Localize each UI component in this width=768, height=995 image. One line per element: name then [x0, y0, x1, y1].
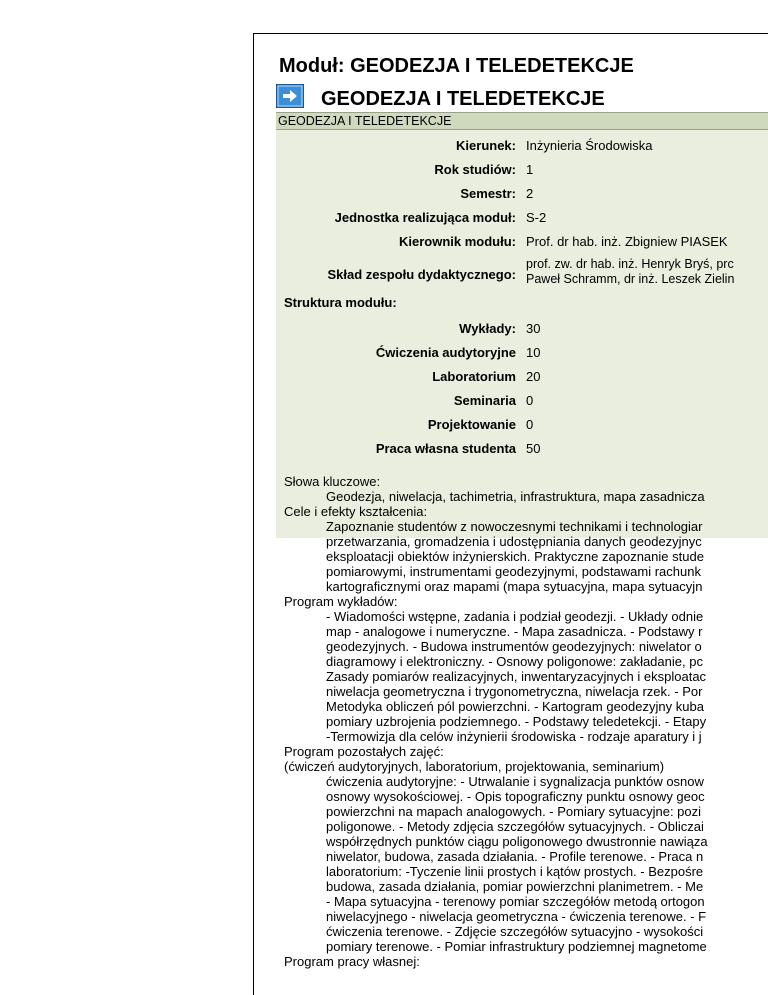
structure-heading: Struktura modułu: [284, 295, 397, 310]
body-line: geodezyjnych. - Budowa instrumentów geodezyjnych: niwelator o [326, 639, 702, 654]
body-line: niwelator, budowa, zasada działania. - Profile terenowe. - Praca n [326, 849, 704, 864]
structure-label: Praca własna studenta [375, 441, 516, 456]
body-line: budowa, zasada działania, pomiar powierzchni planimetrem. - Me [326, 879, 704, 894]
document-page [253, 33, 768, 995]
body-line: pomiary terenowe. - Pomiar infrastruktury podziemnej magnetome [326, 939, 707, 954]
arrow-right-icon[interactable] [276, 84, 304, 108]
body-line: map - analogowe i numeryczne. - Mapa zasadnicza. - Podstawy r [326, 624, 703, 639]
structure-value: 20 [526, 369, 541, 384]
panel-header: GEODEZJA I TELEDETEKCJE [276, 113, 768, 130]
field-value: prof. zw. dr hab. inż. Henryk Bryś, prc [526, 257, 734, 271]
field-value: Inżynieria Środowiska [526, 138, 653, 153]
body-line: kartograficznymi oraz mapami (mapa sytuacyjna, mapa sytuacyjn [326, 579, 703, 594]
body-line: - Wiadomości wstępne, zadania i podział geodezji. - Układy odnie [326, 609, 704, 624]
body-line: osnowy wysokościowej. - Opis topograficzny punktu osnowy geoc [326, 789, 705, 804]
section-heading: Program wykładów: [284, 594, 398, 609]
structure-value: 10 [526, 345, 541, 360]
structure-value: 0 [526, 393, 534, 408]
section-heading: Program pozostałych zajęć: [284, 744, 444, 759]
module-description [284, 474, 768, 969]
field-label: Skład zespołu dydaktycznego: [327, 267, 516, 282]
structure-label: Projektowanie [427, 417, 516, 432]
body-line: Geodezja, niwelacja, tachimetria, infrastruktura, mapa zasadnicza [326, 489, 705, 504]
body-line: laboratorium: -Tyczenie linii prostych i kątów prostych. - Bezpośre [326, 864, 704, 879]
field-value: 2 [526, 186, 534, 201]
section-heading: Cele i efekty kształcenia: [284, 504, 428, 519]
field-label: Kierunek: [456, 138, 516, 153]
body-line: powierzchni na mapach analogowych. - Pomiary sytuacyjne: pozi [326, 804, 702, 819]
body-line: poligonowe. - Metody zdjęcia szczegółów sytuacyjnych. - Obliczai [326, 819, 704, 834]
structure-label: Seminaria [453, 393, 516, 408]
body-line: ćwiczenia audytoryjne: - Utrwalanie i sygnalizacja punktów osnow [326, 774, 704, 789]
body-line: ćwiczenia terenowe. - Zdjęcie szczegółów sytuacyjno - wysokości [326, 924, 704, 939]
body-line: współrzędnych punktów ciągu poligonowego dwustronnie nawiąza [326, 834, 708, 849]
field-label: Jednostka realizująca moduł: [334, 210, 516, 225]
body-line: przetwarzania, gromadzenia i udostępniania danych geodezyjnyc [326, 534, 702, 549]
structure-value: 50 [526, 441, 541, 456]
body-line: niwelacja geometryczna i trygonometryczna, niwelacja rzek. - Por [326, 684, 703, 699]
section-heading: Słowa kluczowe: [284, 474, 381, 489]
structure-label: Ćwiczenia audytoryjne [375, 345, 516, 360]
field-value: Prof. dr hab. inż. Zbigniew PIASEK [526, 234, 728, 249]
body-line: - Mapa sytuacyjna - terenowy pomiar szczegółów metodą ortogon [326, 894, 705, 909]
body-line: diagramowy i elektroniczny. - Osnowy poligonowe: zakładanie, pc [326, 654, 703, 669]
body-line: Metodyka obliczeń pól powierzchni. - Kartogram geodezyjny kuba [326, 699, 704, 714]
module-subtitle: GEODEZJA I TELEDETEKCJE [321, 88, 605, 110]
structure-label: Laboratorium [432, 369, 516, 384]
section-heading: (ćwiczeń audytoryjnych, laboratorium, projektowania, seminarium) [284, 759, 665, 774]
body-line: Zasady pomiarów realizacyjnych, inwentaryzacyjnych i eksploatac [326, 669, 707, 684]
body-line: -Termowizja dla celów inżynierii środowiska - rodzaje aparatury i j [326, 729, 702, 744]
body-line: pomiary uzbrojenia podziemnego. - Podstawy teledetekcji. - Etapy [326, 714, 707, 729]
body-line: niwelacyjnego - niwelacja geometryczna - ćwiczenia terenowe. - F [326, 909, 707, 924]
body-line: pomiarowymi, instrumentami geodezyjnymi, podstawami rachunk [326, 564, 701, 579]
field-label: Semestr: [460, 186, 516, 201]
structure-value: 0 [526, 417, 534, 432]
field-value: S-2 [526, 210, 547, 225]
module-title: Moduł: GEODEZJA I TELEDETEKCJE [279, 55, 634, 77]
body-line: eksploatacji obiektów inżynierskich. Praktyczne zapoznanie stude [326, 549, 704, 564]
body-line: Zapoznanie studentów z nowoczesnymi technikami i technologiar [326, 519, 703, 534]
field-value: 1 [526, 162, 534, 177]
field-label: Rok studiów: [434, 162, 516, 177]
structure-value: 30 [526, 321, 541, 336]
field-label: Kierownik modułu: [399, 234, 516, 249]
structure-label: Wykłady: [459, 321, 516, 336]
field-value: Paweł Schramm, dr inż. Leszek Zielin [526, 272, 735, 286]
section-heading: Program pracy własnej: [284, 954, 420, 969]
